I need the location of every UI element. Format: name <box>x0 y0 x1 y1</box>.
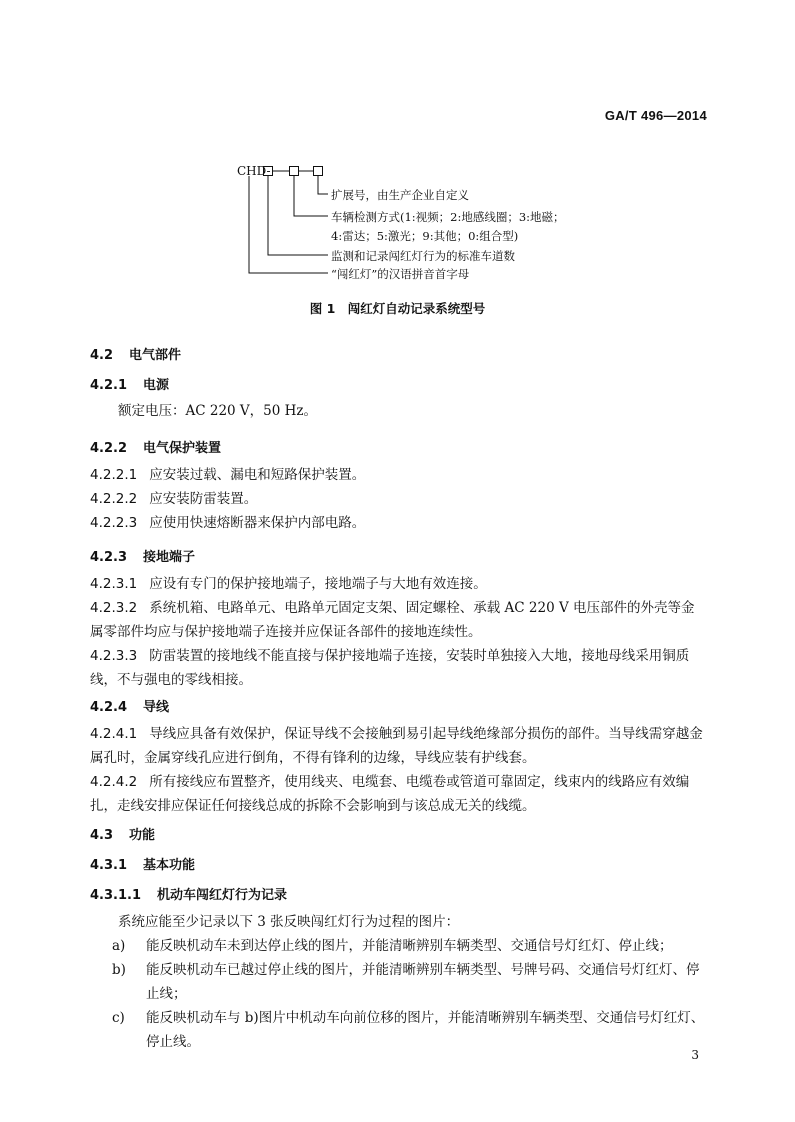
clause-item <box>90 770 705 818</box>
clause-number: 4.2.2.3 <box>90 515 138 531</box>
clause-number: 4.2.2.1 <box>90 467 138 483</box>
heading-number: 4.2.1 <box>90 378 128 393</box>
clause-number: 4.2.4.1 <box>90 726 138 742</box>
figure-caption: 图 1 闯红灯自动记录系统型号 <box>309 301 486 316</box>
heading-title: 电气保护装置 <box>143 441 222 456</box>
paragraph: 额定电压：AC 220 V，50 Hz。 <box>118 403 318 419</box>
clause-text: 应安装防雷装置。 <box>149 491 258 507</box>
list-text: 能反映机动车已越过停止线的图片，并能清晰辨别车辆类型、号牌号码、交通信号灯红灯、停止线； <box>146 962 700 1002</box>
heading-title: 电气部件 <box>129 348 182 363</box>
clause-number: 4.2.3.1 <box>90 576 138 592</box>
annotation-chd: “闯红灯”的汉语拼音首字母 <box>331 267 470 281</box>
clause-text: 应使用快速熔断器来保护内部电路。 <box>149 515 366 531</box>
list-item <box>90 934 705 958</box>
section-4-2-3-items <box>90 572 705 692</box>
heading-4-2 <box>90 344 181 363</box>
section-4-2-1-body <box>90 399 705 423</box>
heading-4-2-3 <box>90 546 195 565</box>
clause-text: 防雷装置的接地线不能直接与保护接地端子连接，安装时单独接入大地，接地母线采用铜质线，不与强电的零线相接。 <box>90 648 690 688</box>
list-item <box>90 1006 705 1054</box>
heading-4-3-1-1 <box>90 884 287 903</box>
standard-number: GA/T 496—2014 <box>604 108 707 123</box>
list-text: 能反映机动车与 b)图片中机动车向前位移的图片，并能清晰辨别车辆类型、交通信号灯红灯、停止线。 <box>146 1010 705 1050</box>
heading-4-2-2 <box>90 437 221 456</box>
list-marker: c) <box>112 1010 125 1026</box>
page-number: 3 <box>691 1048 699 1062</box>
list-item <box>90 958 705 1006</box>
annotation-detection-cont: 4:雷达；5:激光；9:其他；0:组合型) <box>331 229 519 243</box>
clause-item <box>90 487 705 511</box>
clause-number: 4.2.4.2 <box>90 774 138 790</box>
paragraph: 系统应能至少记录以下 3 张反映闯红灯行为过程的图片： <box>118 914 460 930</box>
code-box-2 <box>290 167 299 176</box>
heading-title: 机动车闯红灯行为记录 <box>157 888 288 903</box>
clause-text: 应设有专门的保护接地端子，接地端子与大地有效连接。 <box>149 576 487 592</box>
clause-item <box>90 511 705 535</box>
clause-text: 所有接线应布置整齐，使用线夹、电缆套、电缆卷或管道可靠固定，线束内的线路应有效编扎，走线安排应保证任何接线总成的拆除不会影响到与该总成无关的线缆。 <box>90 774 690 814</box>
heading-number: 4.2.2 <box>90 441 128 456</box>
clause-text: 应安装过载、漏电和短路保护装置。 <box>149 467 366 483</box>
section-4-2-2-items <box>90 463 705 535</box>
list-marker: a) <box>112 938 126 954</box>
heading-number: 4.2 <box>90 348 114 363</box>
clause-item <box>90 572 705 596</box>
model-code-prefix: CHD- <box>237 164 271 178</box>
annotation-extension: 扩展号，由生产企业自定义 <box>331 188 469 202</box>
heading-number: 4.3.1 <box>90 858 128 873</box>
clause-item <box>90 644 705 692</box>
heading-title: 基本功能 <box>143 858 196 873</box>
heading-title: 接地端子 <box>143 550 196 565</box>
annotation-lanes: 监测和记录闯红灯行为的标准车道数 <box>331 249 515 263</box>
heading-4-3-1 <box>90 854 195 873</box>
section-4-2-4-items <box>90 722 705 818</box>
heading-title: 导线 <box>143 700 170 715</box>
clause-item <box>90 463 705 487</box>
section-4-3-1-1-body <box>90 910 705 1054</box>
clause-number: 4.2.3.2 <box>90 600 138 616</box>
list-text: 能反映机动车未到达停止线的图片，并能清晰辨别车辆类型、交通信号灯红灯、停止线； <box>146 938 673 954</box>
clause-item <box>90 596 705 644</box>
heading-number: 4.3 <box>90 828 114 843</box>
heading-number: 4.3.1.1 <box>90 888 141 903</box>
clause-number: 4.2.2.2 <box>90 491 138 507</box>
code-box-3 <box>314 167 323 176</box>
clause-text: 系统机箱、电路单元、电路单元固定支架、固定螺栓、承载 AC 220 V 电压部件的外壳等金属零部件均应与保护接地端子连接并应保证各部件的接地连续性。 <box>90 600 695 640</box>
heading-4-2-4 <box>90 696 169 715</box>
clause-item <box>90 722 705 770</box>
heading-4-3 <box>90 824 155 843</box>
heading-number: 4.2.3 <box>90 550 128 565</box>
clause-text: 导线应具备有效保护，保证导线不会接触到易引起导线绝缘部分损伤的部件。当导线需穿越金属孔时，金属穿线孔应进行倒角，不得有锋利的边缘，导线应装有护线套。 <box>90 726 703 766</box>
heading-number: 4.2.4 <box>90 700 128 715</box>
annotation-detection: 车辆检测方式(1:视频；2:地感线圈；3:地磁； <box>331 210 565 224</box>
heading-title: 电源 <box>143 378 170 393</box>
heading-4-2-1 <box>90 374 169 393</box>
clause-number: 4.2.3.3 <box>90 648 138 664</box>
heading-title: 功能 <box>129 828 156 843</box>
list-marker: b) <box>112 962 126 978</box>
